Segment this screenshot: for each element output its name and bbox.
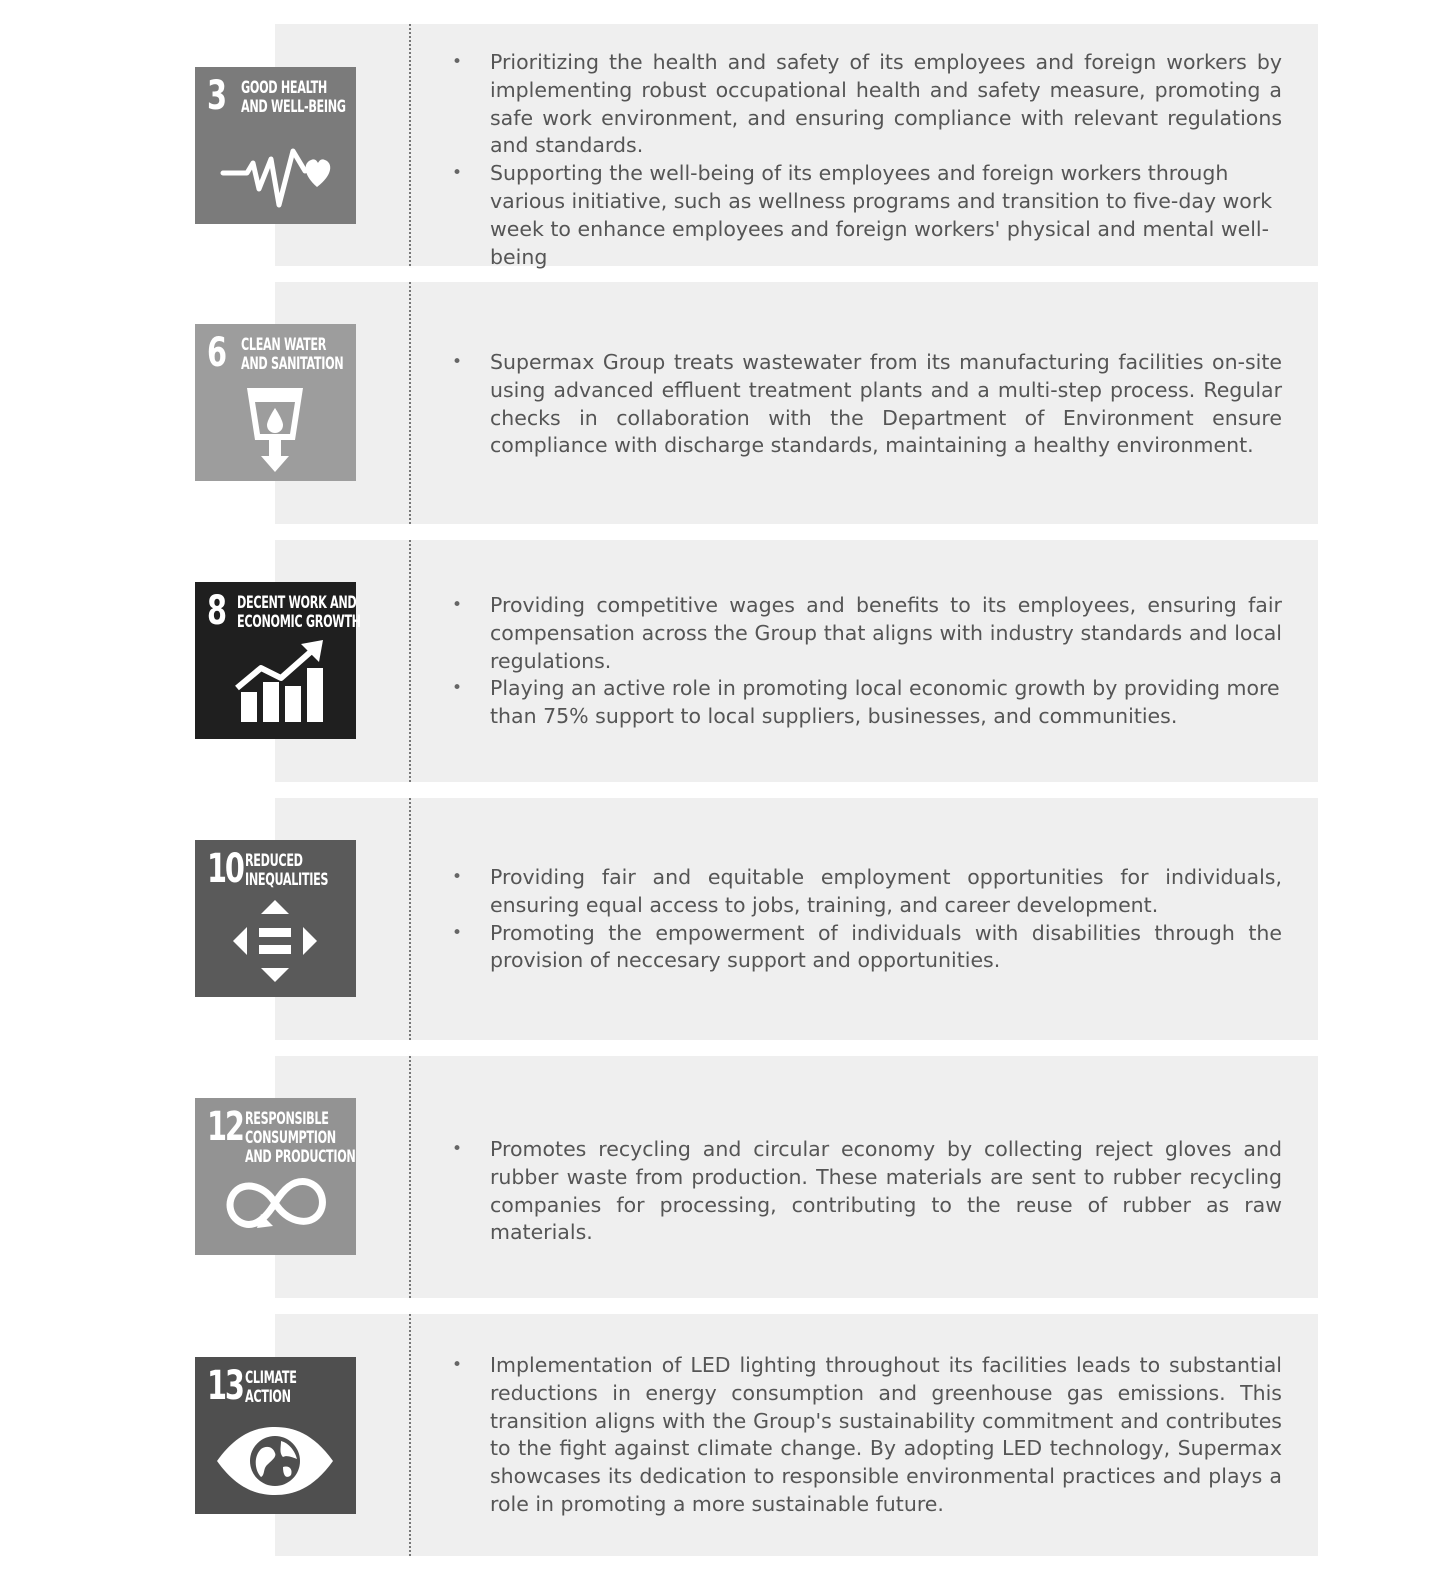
- sdg-section-6: [0, 282, 1456, 524]
- goal-title: RESPONSIBLE CONSUMPTION AND PRODUCTION: [245, 1109, 356, 1167]
- list-item: • Supporting the well-being of its employees and foreign workers through various initiative, such as wellness programs and transition to five-day work week to enhance employees and foreign workers' physical and mental well-being: [450, 160, 1282, 271]
- sdg-tile-12: [195, 1098, 356, 1255]
- list-item: • Playing an active role in promoting local economic growth by providing more than 75% support to local suppliers, businesses, and communities.: [450, 675, 1282, 731]
- goal-number: 12: [207, 1104, 243, 1150]
- goal-title: CLEAN WATER AND SANITATION: [241, 335, 344, 374]
- eye-globe-icon: [195, 1357, 356, 1514]
- dotted-divider: [409, 1314, 411, 1556]
- goal-title: DECENT WORK AND ECONOMIC GROWTH: [237, 593, 361, 632]
- bullet-list: [450, 1352, 1282, 1519]
- list-item: • Providing fair and equitable employment opportunities for individuals, ensuring equal access to jobs, training, and career development.: [450, 864, 1282, 920]
- bullet-list: [450, 49, 1282, 271]
- growth-chart-icon: [195, 582, 356, 739]
- sdg-section-3: [0, 24, 1456, 269]
- goal-title: REDUCED INEQUALITIES: [245, 851, 329, 890]
- sdg-section-8: [0, 540, 1456, 782]
- bullet-list: [450, 864, 1282, 975]
- goal-title: GOOD HEALTH AND WELL-BEING: [241, 78, 346, 117]
- sdg-tile-10: [195, 840, 356, 997]
- list-item: • Prioritizing the health and safety of its employees and foreign workers by implementing robust occupational health and safety measure, promoting a safe work environment, and ensuring compliance with relevant regulations and standards.: [450, 49, 1282, 160]
- sdg-section-12: [0, 1056, 1456, 1298]
- list-item: • Supermax Group treats wastewater from its manufacturing facilities on-site using advanced effluent treatment plants and a multi-step process. Regular checks in collaboration with the Department of Environment ensure compliance with discharge standards, maintaining a healthy environment.: [450, 349, 1282, 460]
- dotted-divider: [409, 282, 411, 524]
- goal-number: 6: [207, 330, 225, 376]
- goal-number: 3: [207, 73, 225, 119]
- sdg-tile-8: [195, 582, 361, 739]
- bullet-list: [450, 1136, 1282, 1247]
- bullet-list: [450, 349, 1282, 460]
- list-item: • Implementation of LED lighting throughout its facilities leads to substantial reductions in energy consumption and greenhouse gas emissions. This transition aligns with the Group's sustainability commitment and contributes to the fight against climate change. By adopting LED technology, Supermax showcases its dedication to responsible environmental practices and plays a role in promoting a more sustainable future.: [450, 1352, 1282, 1519]
- infinity-icon: [195, 1098, 356, 1255]
- dotted-divider: [409, 798, 411, 1040]
- sdg-section-10: [0, 798, 1456, 1040]
- list-item: • Promoting the empowerment of individuals with disabilities through the provision of neccesary support and opportunities.: [450, 920, 1282, 976]
- dotted-divider: [409, 24, 411, 266]
- goal-title: CLIMATE ACTION: [245, 1368, 297, 1407]
- sdg-tile-13: [195, 1357, 356, 1514]
- dotted-divider: [409, 540, 411, 782]
- dotted-divider: [409, 1056, 411, 1298]
- list-item: • Promotes recycling and circular economy by collecting reject gloves and rubber waste from production. These materials are sent to rubber recycling companies for processing, contributing to the reuse of rubber as raw materials.: [450, 1136, 1282, 1247]
- sdg-section-13: [0, 1314, 1456, 1556]
- sdg-tile-6: [195, 324, 356, 481]
- sdg-tile-3: [195, 67, 356, 224]
- equality-arrows-icon: [195, 840, 356, 997]
- heartbeat-heart-icon: [195, 67, 356, 224]
- goal-number: 13: [207, 1363, 243, 1409]
- water-glass-icon: [195, 324, 356, 481]
- list-item: • Providing competitive wages and benefits to its employees, ensuring fair compensation across the Group that aligns with industry standards and local regulations.: [450, 592, 1282, 675]
- bullet-list: [450, 592, 1282, 731]
- goal-number: 8: [207, 588, 225, 634]
- goal-number: 10: [207, 846, 243, 892]
